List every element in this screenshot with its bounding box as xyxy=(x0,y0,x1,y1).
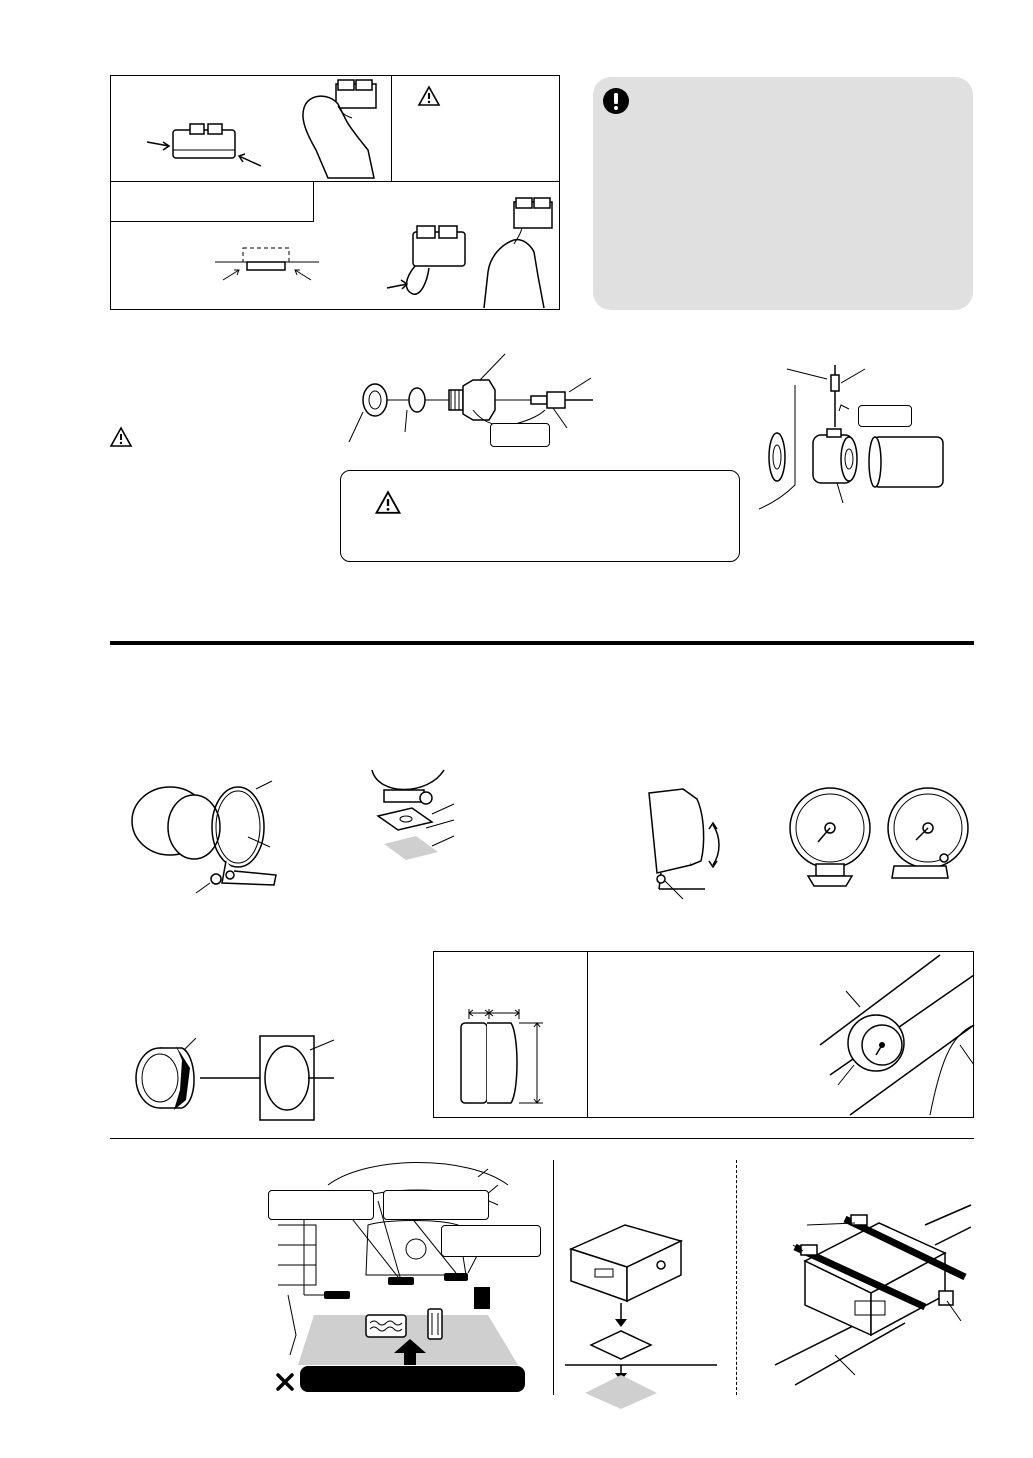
control-unit-tape-illustration xyxy=(565,1195,725,1395)
sensor-filter-adapter-view xyxy=(755,365,955,520)
sensor-part-label xyxy=(490,423,550,447)
caution-box xyxy=(340,470,740,562)
gauge-pillar-mount-illustration xyxy=(820,955,974,1117)
warning-triangle-icon xyxy=(110,427,132,447)
hand-holding-connector xyxy=(298,80,388,180)
lower-separator-solid xyxy=(553,1160,554,1395)
gauge-bracket-illustration xyxy=(130,775,280,895)
gauge-panel-mount-illustration xyxy=(130,1030,350,1125)
mount-location-label-1 xyxy=(268,1190,374,1220)
warning-triangle-icon xyxy=(418,86,440,106)
gauge-tilt-illustration xyxy=(635,785,725,900)
gauge-dimension-drawing xyxy=(455,1005,555,1110)
mount-location-label-3 xyxy=(441,1225,541,1257)
exclamation-circle-icon xyxy=(602,87,630,115)
connector-squeeze-illustration xyxy=(145,120,265,180)
lower-divider xyxy=(110,1138,974,1139)
hand-pulling-tab xyxy=(478,196,560,308)
lower-separator-dashed xyxy=(736,1160,737,1395)
gauges-front-view xyxy=(788,782,978,892)
cross-mark-icon xyxy=(275,1372,295,1392)
connector-panel-divider-v xyxy=(391,75,392,182)
adapter-part-label xyxy=(858,405,912,427)
mount-location-label-2 xyxy=(383,1190,489,1220)
dimension-table-divider xyxy=(587,951,588,1118)
connector-release-tab xyxy=(385,218,475,298)
important-notice-box xyxy=(593,77,973,310)
connector-mounting-detail xyxy=(215,244,320,284)
gauge-base-tape-illustration xyxy=(368,768,468,878)
section-divider xyxy=(110,641,974,645)
prohibited-location-banner xyxy=(300,1366,525,1392)
control-unit-strap-illustration xyxy=(775,1205,975,1390)
warning-triangle-icon xyxy=(375,491,401,514)
connector-panel-subbox xyxy=(110,181,314,222)
sensor-adapter-exploded-view xyxy=(345,350,605,450)
